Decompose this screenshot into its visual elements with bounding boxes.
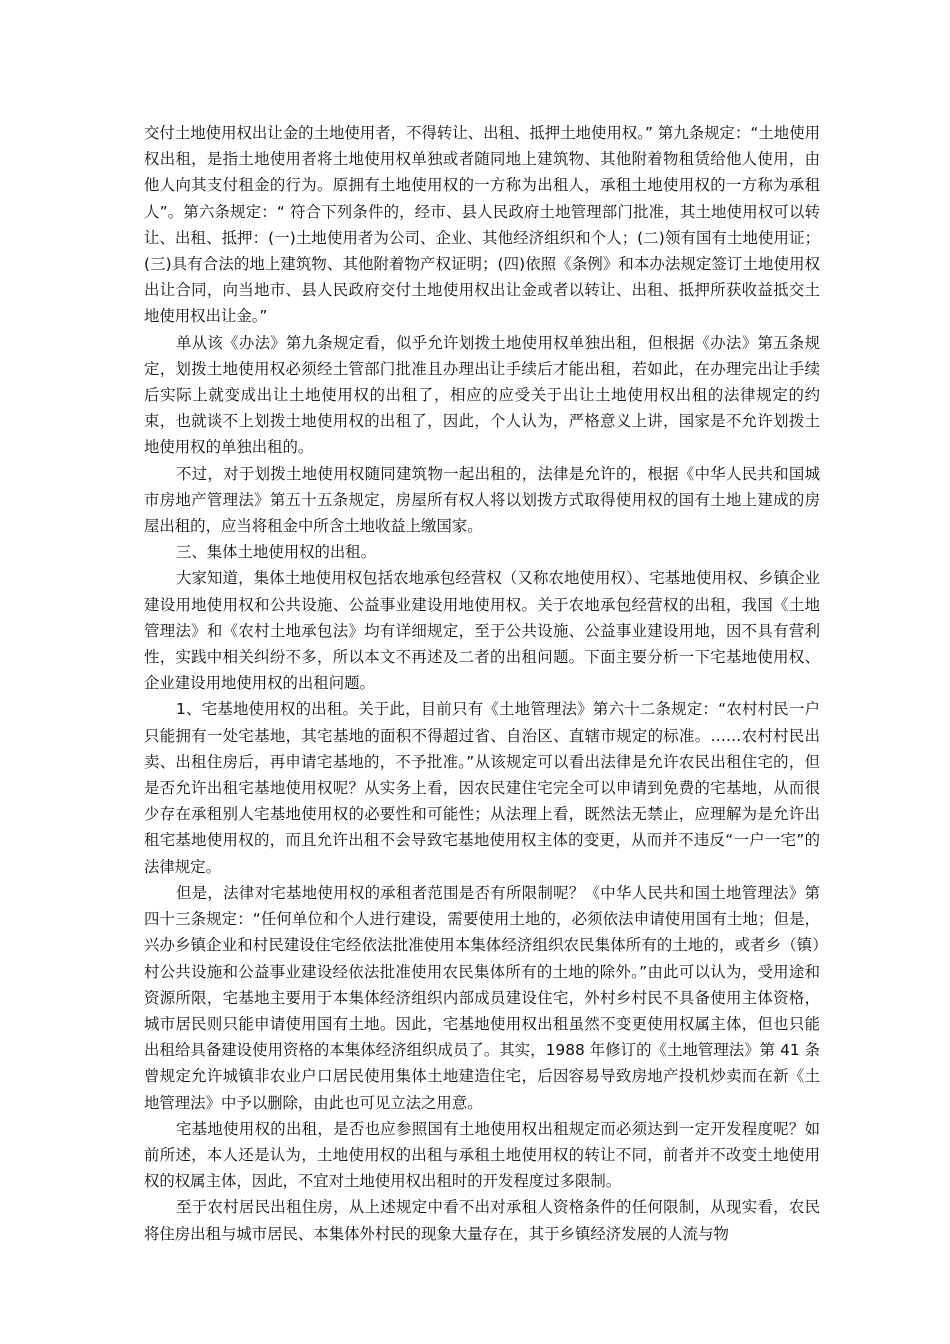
paragraph-3: 不过，对于划拨土地使用权随同建筑物一起出租的，法律是允许的，根据《中华人民共和国城市房地产管理法》第五十五条规定，房屋所有权人将以划拨方式取得使用权的国有土地上建成的房屋出租的，应当将租金中所含土地收益上缴国家。 (144, 464, 820, 536)
paragraph-6: 但是，法律对宅基地使用权的承租者范围是否有所限制呢？《中华人民共和国土地管理法》第四十三条规定：“任何单位和个人进行建设，需要使用土地的，必须依法申请使用国有土地；但是，兴办乡镇企业和村民建设住宅经依法批准使用本集体经济组织农民集体所有的土地的，或者乡（镇）村公共设施和公益事业建设经依法批准使用农民集体所有的土地的除外。”由此可以认为，受用途和资源所限，宅基地主要用于本集体经济组织内部成员建设住宅，外村乡村民不具备使用主体资格，城市居民则只能申请使用国有土地。因此，宅基地使用权出租虽然不变更使用权属主体，但也只能出租给具备建设使用资格的本集体经济组织成员了。其实，1988 年修订的《土地管理法》第 41 条曾规定允许城镇非农业户口居民使用集体土地建造住宅，后因容易导致房地产投机炒卖而在新《土地管理法》中予以删除，由此也可见立法之用意。 (144, 883, 820, 1112)
section-heading: 三、集体土地使用权的出租。 (176, 543, 377, 562)
paragraph-2: 单从该《办法》第九条规定看，似乎允许划拨土地使用权单独出租，但根据《办法》第五条规定，划拨土地使用权必须经土管部门批准且办理出让手续后才能出租，若如此，在办理完出让手续后实际上就变成出让土地使用权的出租了，相应的应受关于出让土地使用权出租的法律规定的约束，也就谈不上划拨土地使用权的出租了，因此，个人认为，严格意义上讲，国家是不允许划拨土地使用权的单独出租的。 (144, 333, 820, 457)
document-body (144, 120, 820, 1247)
paragraph-5: 1、宅基地使用权的出租。关于此，目前只有《土地管理法》第六十二条规定：“农村村民一户只能拥有一处宅基地，其宅基地的面积不得超过省、自治区、直辖市规定的标准。……农村村民出卖、出租住房后，再申请宅基地的，不予批准。”从该规定可以看出法律是允许农民出租住宅的，但是否允许出租宅基地使用权呢？从实务上看，因农民建住宅完全可以申请到免费的宅基地，从而很少存在承租别人宅基地使用权的必要性和可能性；从法理上看，既然法无禁止，应理解为是允许出租宅基地使用权的，而且允许出租不会导致宅基地使用权主体的变更，从而并不违反“一户一宅”的法律规定。 (144, 700, 820, 876)
paragraph-4: 大家知道，集体土地使用权包括农地承包经营权（又称农地使用权）、宅基地使用权、乡镇企业建设用地使用权和公共设施、公益事业建设用地使用权。关于农地承包经营权的出租，我国《土地管理法》和《农村土地承包法》均有详细规定，至于公共设施、公益事业建设用地，因不具有营利性，实践中相关纠纷不多，所以本文不再述及二者的出租问题。下面主要分析一下宅基地使用权、企业建设用地使用权的出租问题。 (144, 569, 820, 693)
paragraph-7: 宅基地使用权的出租，是否也应参照国有土地使用权出租规定而必须达到一定开发程度呢？如前所述，本人还是认为，土地使用权的出租与承租土地使用权的转让不同，前者并不改变土地使用权的权属主体，因此，不宜对土地使用权出租时的开发程度过多限制。 (144, 1119, 820, 1191)
paragraph-8: 至于农村居民出租住房，从上述规定中看不出对承租人资格条件的任何限制，从现实看，农民将住房出租与城市居民、本集体外村民的现象大量存在，其于乡镇经济发展的人流与物 (144, 1198, 820, 1243)
paragraph-1: 交付土地使用权出让金的土地使用者，不得转让、出租、抵押土地使用权。” 第九条规定：“土地使用权出租，是指土地使用者将土地使用权单独或者随同地上建筑物、其他附着物租赁给他人使用，由他人向其支付租金的行为。原拥有土地使用权的一方称为出租人，承租土地使用权的一方称为承租人”。第六条规定：“ 符合下列条件的，经市、县人民政府土地管理部门批准，其土地使用权可以转让、出租、抵押：(一)土地使用者为公司、企业、其他经济组织和个人；(二)领有国有土地使用证；(三)具有合法的地上建筑物、其他附着物产权证明；(四)依照《条例》和本办法规定签订土地使用权出让合同，向当地市、县人民政府交付土地使用权出让金或者以转让、出租、抵押所获收益抵交土地使用权出让金。” (144, 124, 820, 326)
